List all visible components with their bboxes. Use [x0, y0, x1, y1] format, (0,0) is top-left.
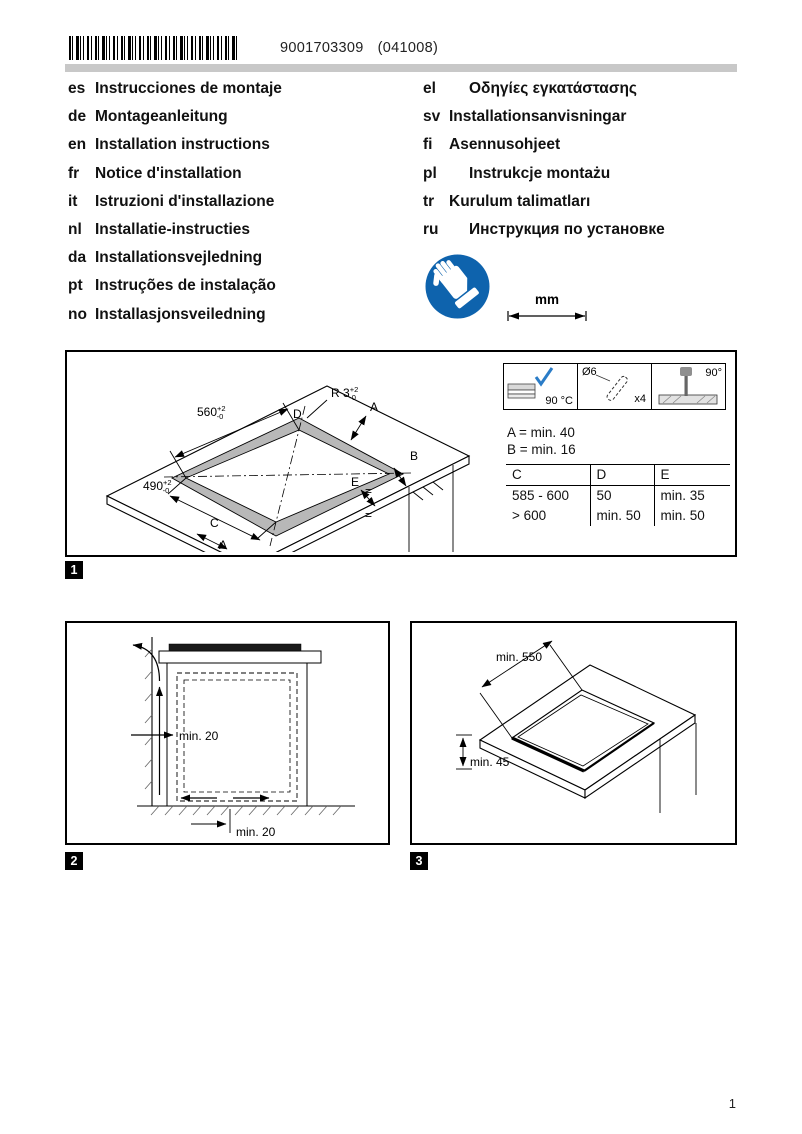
column-header: E	[654, 465, 730, 486]
language-item-sv	[423, 108, 665, 136]
language-label: Installationsvejledning	[95, 249, 263, 267]
language-label: Montageanleitung	[95, 108, 228, 126]
step-2-badge: 2	[65, 852, 83, 870]
double-arrow-icon	[507, 310, 587, 322]
step-1-badge: 1	[65, 561, 83, 579]
protective-gloves-icon	[424, 253, 491, 320]
dimensions	[179, 729, 276, 839]
language-label: Kurulum talimatları	[449, 192, 591, 210]
label-b: B	[410, 449, 419, 463]
equal-mark: =	[365, 484, 373, 498]
table-cell: min. 50	[590, 506, 654, 526]
language-label: Installation instructions	[95, 136, 270, 154]
hatching	[145, 649, 341, 815]
mm-scale	[505, 292, 589, 322]
ventilation-diagram	[67, 623, 388, 843]
quantity-label: x4	[634, 393, 646, 405]
page-number: 1	[728, 1096, 736, 1111]
table-cell: min. 50	[654, 506, 730, 526]
language-item-el	[423, 80, 665, 108]
dim-radius-label: R $3^{+2}$ -0	[331, 385, 359, 402]
label-c: C	[210, 516, 219, 530]
drill-holes-icon	[577, 363, 652, 410]
screw-angle-icon	[651, 363, 726, 410]
language-label: Instrucciones de montaje	[95, 80, 282, 97]
document-number-line	[280, 40, 438, 56]
table-row	[506, 506, 730, 526]
language-item-da	[68, 249, 740, 277]
language-label: Instruções de instalação	[95, 277, 276, 295]
diameter-label: Ø6	[582, 366, 597, 378]
language-label: Instrukcje montażu	[469, 164, 611, 182]
language-item-no	[68, 306, 740, 334]
worktop-cutout-diagram	[69, 356, 501, 552]
barcode-graphic	[69, 36, 239, 60]
installation-condition-icons	[504, 363, 726, 410]
table-row	[506, 486, 730, 507]
figure-1-cutout-dimensions	[65, 350, 737, 557]
language-code: en	[68, 136, 87, 154]
language-list-right	[423, 80, 665, 249]
equal-mark: =	[365, 508, 373, 522]
label-e: E	[351, 475, 360, 489]
dim-width-label: $560^{+2}$ -0	[197, 404, 226, 421]
language-label: Asennusohjeet	[449, 136, 561, 154]
language-code: fr	[68, 164, 80, 182]
language-section	[68, 80, 740, 334]
column-header: D	[590, 465, 654, 486]
divider-bar	[65, 64, 737, 72]
front-clearance-label: min. 45	[470, 755, 510, 769]
language-label: Installationsanvisningar	[449, 108, 627, 126]
language-code: da	[68, 249, 87, 267]
language-item-pl	[423, 165, 665, 193]
clearance-diagram	[412, 623, 735, 843]
heat-resistant-edge-icon	[503, 363, 578, 410]
table-header-row	[506, 465, 730, 486]
table-cell: 50	[590, 486, 654, 507]
language-code: es	[68, 80, 86, 97]
language-code: nl	[68, 220, 82, 238]
temperature-label: 90 °C	[545, 395, 573, 407]
table-cell: 585 - 600	[512, 488, 570, 503]
step-3-badge: 3	[410, 852, 428, 870]
label-a-top: A	[370, 400, 379, 414]
table-cell: > 600	[512, 508, 547, 523]
language-code: el	[423, 80, 436, 97]
language-code: fi	[423, 136, 433, 154]
language-label: Инструкция по установке	[469, 220, 665, 238]
document-number: 9001703309	[280, 40, 364, 56]
figure-3-clearances	[410, 621, 737, 845]
table-cell: min. 35	[654, 486, 730, 507]
language-code: tr	[423, 192, 435, 210]
language-code: sv	[423, 108, 441, 126]
dim-depth-label: $490^{+2}$ -0	[143, 478, 172, 495]
note-a: A = min. 40	[507, 425, 575, 440]
dimension-table	[506, 464, 730, 526]
figure-2-ventilation	[65, 621, 390, 845]
language-code: de	[68, 108, 87, 126]
mm-label: mm	[534, 292, 559, 307]
label-d: D	[293, 407, 302, 421]
language-label: Notice d'installation	[95, 164, 242, 182]
language-code: it	[68, 192, 78, 210]
label-a-bottom: A	[219, 538, 228, 552]
note-b: B = min. 16	[507, 442, 576, 457]
language-label: Οδηγίες εγκατάστασης	[469, 80, 637, 97]
language-code: ru	[423, 220, 439, 238]
language-label: Installasjonsveiledning	[95, 305, 266, 323]
language-label: Istruzioni d'installazione	[95, 192, 275, 210]
language-item-ru	[423, 221, 665, 249]
language-label: Installatie-instructies	[95, 220, 251, 238]
language-item-fi	[423, 136, 665, 164]
cabinet-section	[159, 644, 321, 806]
angle-label: 90°	[705, 367, 722, 379]
column-header: C	[506, 465, 590, 486]
bottom-clearance-label: min. 20	[236, 825, 276, 839]
language-item-tr	[423, 193, 665, 221]
language-code: pl	[423, 164, 437, 182]
side-clearance-label: min. 20	[179, 729, 219, 743]
clearance-notes	[507, 424, 576, 458]
width-clearance-label: min. 550	[496, 650, 543, 664]
document-code: (041008)	[377, 40, 439, 56]
language-code: no	[68, 305, 87, 323]
language-code: pt	[68, 277, 83, 295]
language-item-pt	[68, 277, 740, 305]
